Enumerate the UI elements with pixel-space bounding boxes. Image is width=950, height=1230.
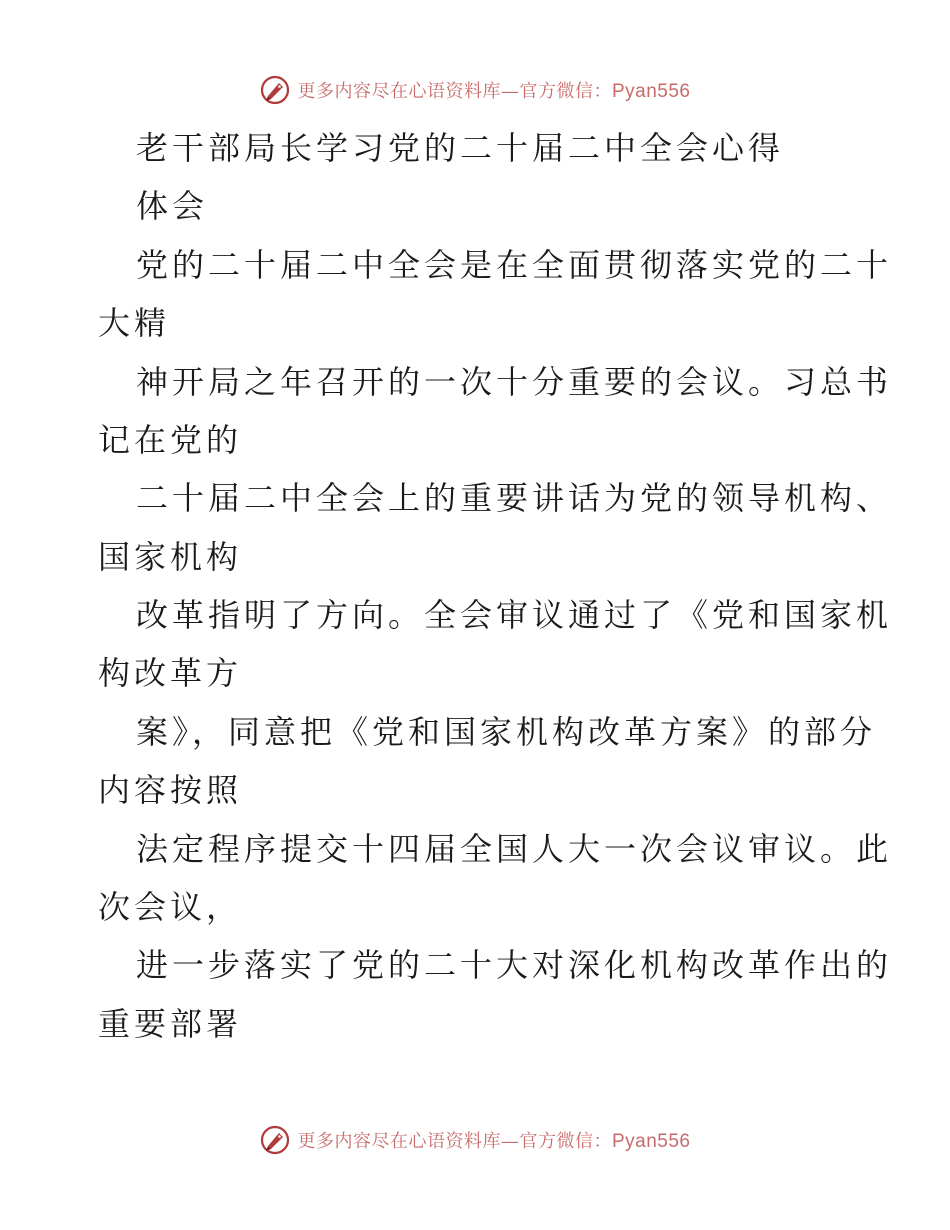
paragraph-line: 重要部署 [98,1005,243,1043]
watermark-text [297,1127,690,1153]
watermark-wechat-id: Pyan556 [611,1131,691,1152]
paragraph-line: 党的二十届二中全会是在全面贯彻落实党的二十 [136,246,893,284]
watermark-wechat-id: Pyan556 [611,81,691,102]
paragraph-line: 进一步落实了党的二十大对深化机构改革作出的 [136,946,893,984]
watermark-text-cn: 更多内容尽在心语资料库—官方微信： [297,81,612,102]
paragraph-line: 改革指明了方向。全会审议通过了《党和国家机 [136,596,893,634]
paragraph-line: 二十届二中全会上的重要讲话为党的领导机构、 [136,479,893,517]
paragraph-line: 记在党的 [98,421,243,459]
document-title-line-1: 老干部局长学习党的二十届二中全会心得 [136,129,785,167]
paragraph-line: 神开局之年召开的一次十分重要的会议。习总书 [136,363,893,401]
paragraph-line: 次会议， [98,888,243,926]
paragraph-line: 案》，同意把《党和国家机构改革方案》的部分 [136,713,877,751]
paragraph-line: 内容按照 [98,771,243,809]
paragraph-line: 构改革方 [98,654,243,692]
paragraph-line: 法定程序提交十四届全国人大一次会议审议。此 [136,830,893,868]
document-title-line-2: 体会 [136,187,209,225]
watermark-text-cn: 更多内容尽在心语资料库—官方微信： [297,1131,612,1152]
paragraph-line: 大精 [98,304,171,342]
paragraph-line: 国家机构 [98,538,243,576]
pen-nib-circle-icon [259,1124,291,1156]
watermark-banner-bottom [0,1120,950,1160]
